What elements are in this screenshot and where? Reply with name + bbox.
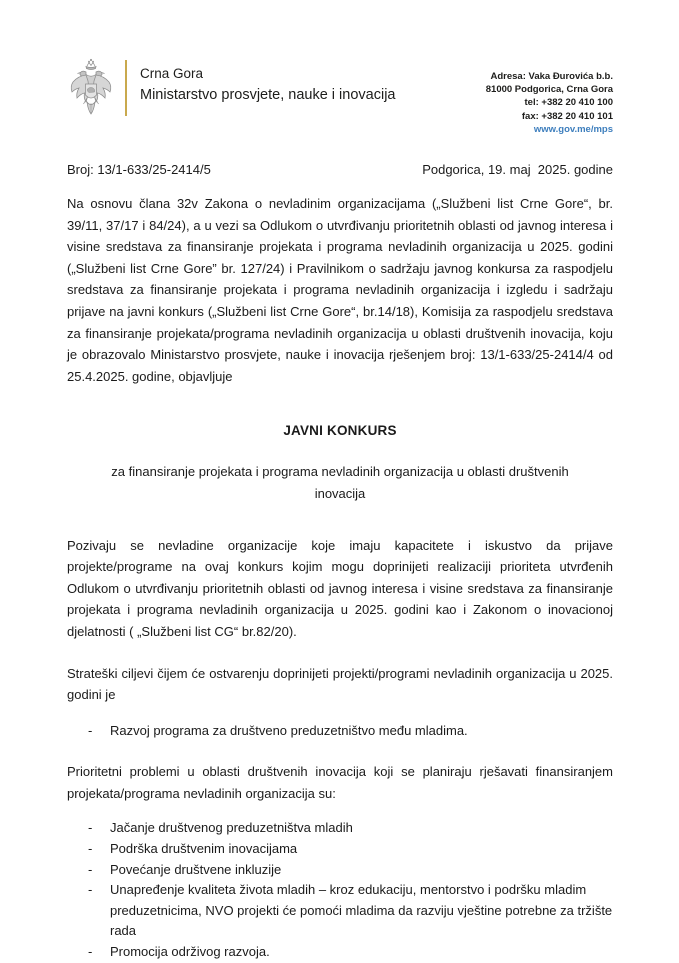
gold-divider — [125, 60, 127, 116]
document-body — [67, 193, 613, 963]
place-and-date: Podgorica, 19. maj 2025. godine — [422, 162, 613, 177]
invitation-paragraph: Pozivaju se nevladine organizacije koje imaju kapacitete i iskustvo da prijave projekte/programe na ovaj konkurs kojim mogu doprinijeti realizaciji prioriteta utvrđenih Odlukom o utvrđivanju prioritetnih oblasti od javnog interesa i visine sredstava za finansiranje projekata i programa nevladinih organizacija u 2025. godini kao i Zakonom o inovacionoj djelatnosti ( „Službeni list CG“ br.82/20). — [67, 537, 613, 639]
brand-text — [140, 58, 395, 120]
priority-problems-list — [67, 818, 613, 962]
list-item: - Unapređenje kvaliteta života mladih – kroz edukaciju, mentorstvo i podršku mladim preduzetnicima, NVO projekti će pomoći mladima da razviju vještine potrebne za tržište rada — [67, 880, 613, 942]
document-number: Broj: 13/1-633/25-2414/5 — [67, 162, 211, 177]
brand-block — [67, 58, 395, 120]
ministry-name: Ministarstvo prosvjete, nauke i inovacija — [140, 87, 396, 103]
country-name: Crna Gora — [140, 66, 204, 81]
list-item: - Razvoj programa za društveno preduzetništvo među mladima. — [67, 720, 613, 742]
list-item: - Podrška društvenim inovacijama — [67, 839, 613, 860]
contact-address-line-1: Adresa: Vaka Đurovića b.b. — [490, 71, 613, 82]
document-subtitle: za finansiranje projekata i programa nevladinih organizacija u oblasti društvenih inovacija — [111, 464, 569, 501]
legal-preamble-paragraph: Na osnovu člana 32v Zakona o nevladinim organizacijama („Službeni list Crne Gore“, br. 39/11, 37/17 i 84/24), a u vezi sa Odlukom o utvrđivanju prioritetnih oblasti od javnog interesa i visine sredstava za finansiranje projekata i programa nevladinih organizacija u 2025. godini („Službeni list Crne Gore” br. 127/24) i Pravilnikom o sadržaju javnog konkursa za raspodjelu sredstava za finansiranje projekata i programa nevladinih organizacija i izgledu i sadržaju prijave na javni konkurs („Službeni list Crne Gore“, br.14/18), Komisija za raspodjelu sredstava za finansiranje projekata/programa nevladinih organizacija u oblasti društvenih inovacija, koju je obrazovalo Ministarstvo prosvjete, nauke i inovacija rješenjem broj: 13/1-633/25-2414/4 od 25.4.2025. godine, objavljuje — [67, 196, 613, 384]
contact-block — [486, 58, 613, 136]
strategic-goals-intro: Strateški ciljevi čijem će ostvarenju doprinijeti projekti/programi nevladinih organizacija u 2025. godini je — [67, 665, 613, 703]
montenegro-coat-of-arms-icon — [67, 58, 115, 120]
contact-telephone: tel: +382 20 410 100 — [524, 97, 613, 109]
letterhead — [67, 58, 613, 136]
contact-address-line-2: 81000 Podgorica, Crna Gora — [485, 84, 613, 96]
strategic-goals-list — [67, 720, 613, 742]
list-item: - Jačanje društvenog preduzetništva mladih — [67, 818, 613, 839]
contact-fax: fax: +382 20 410 101 — [521, 110, 613, 122]
list-item: - Povećanje društvene inkluzije — [67, 860, 613, 881]
document-title: JAVNI KONKURS — [283, 423, 397, 439]
priority-problems-intro: Prioritetni problemi u oblasti društvenih inovacija koji se planiraju rješavati finansiranjem projekata/programa nevladinih organizacija su: — [67, 764, 613, 801]
list-item: - Promocija održivog razvoja. — [67, 942, 613, 963]
reference-row — [67, 160, 613, 179]
ministry-website-link[interactable]: www.gov.me/mps — [533, 123, 613, 135]
